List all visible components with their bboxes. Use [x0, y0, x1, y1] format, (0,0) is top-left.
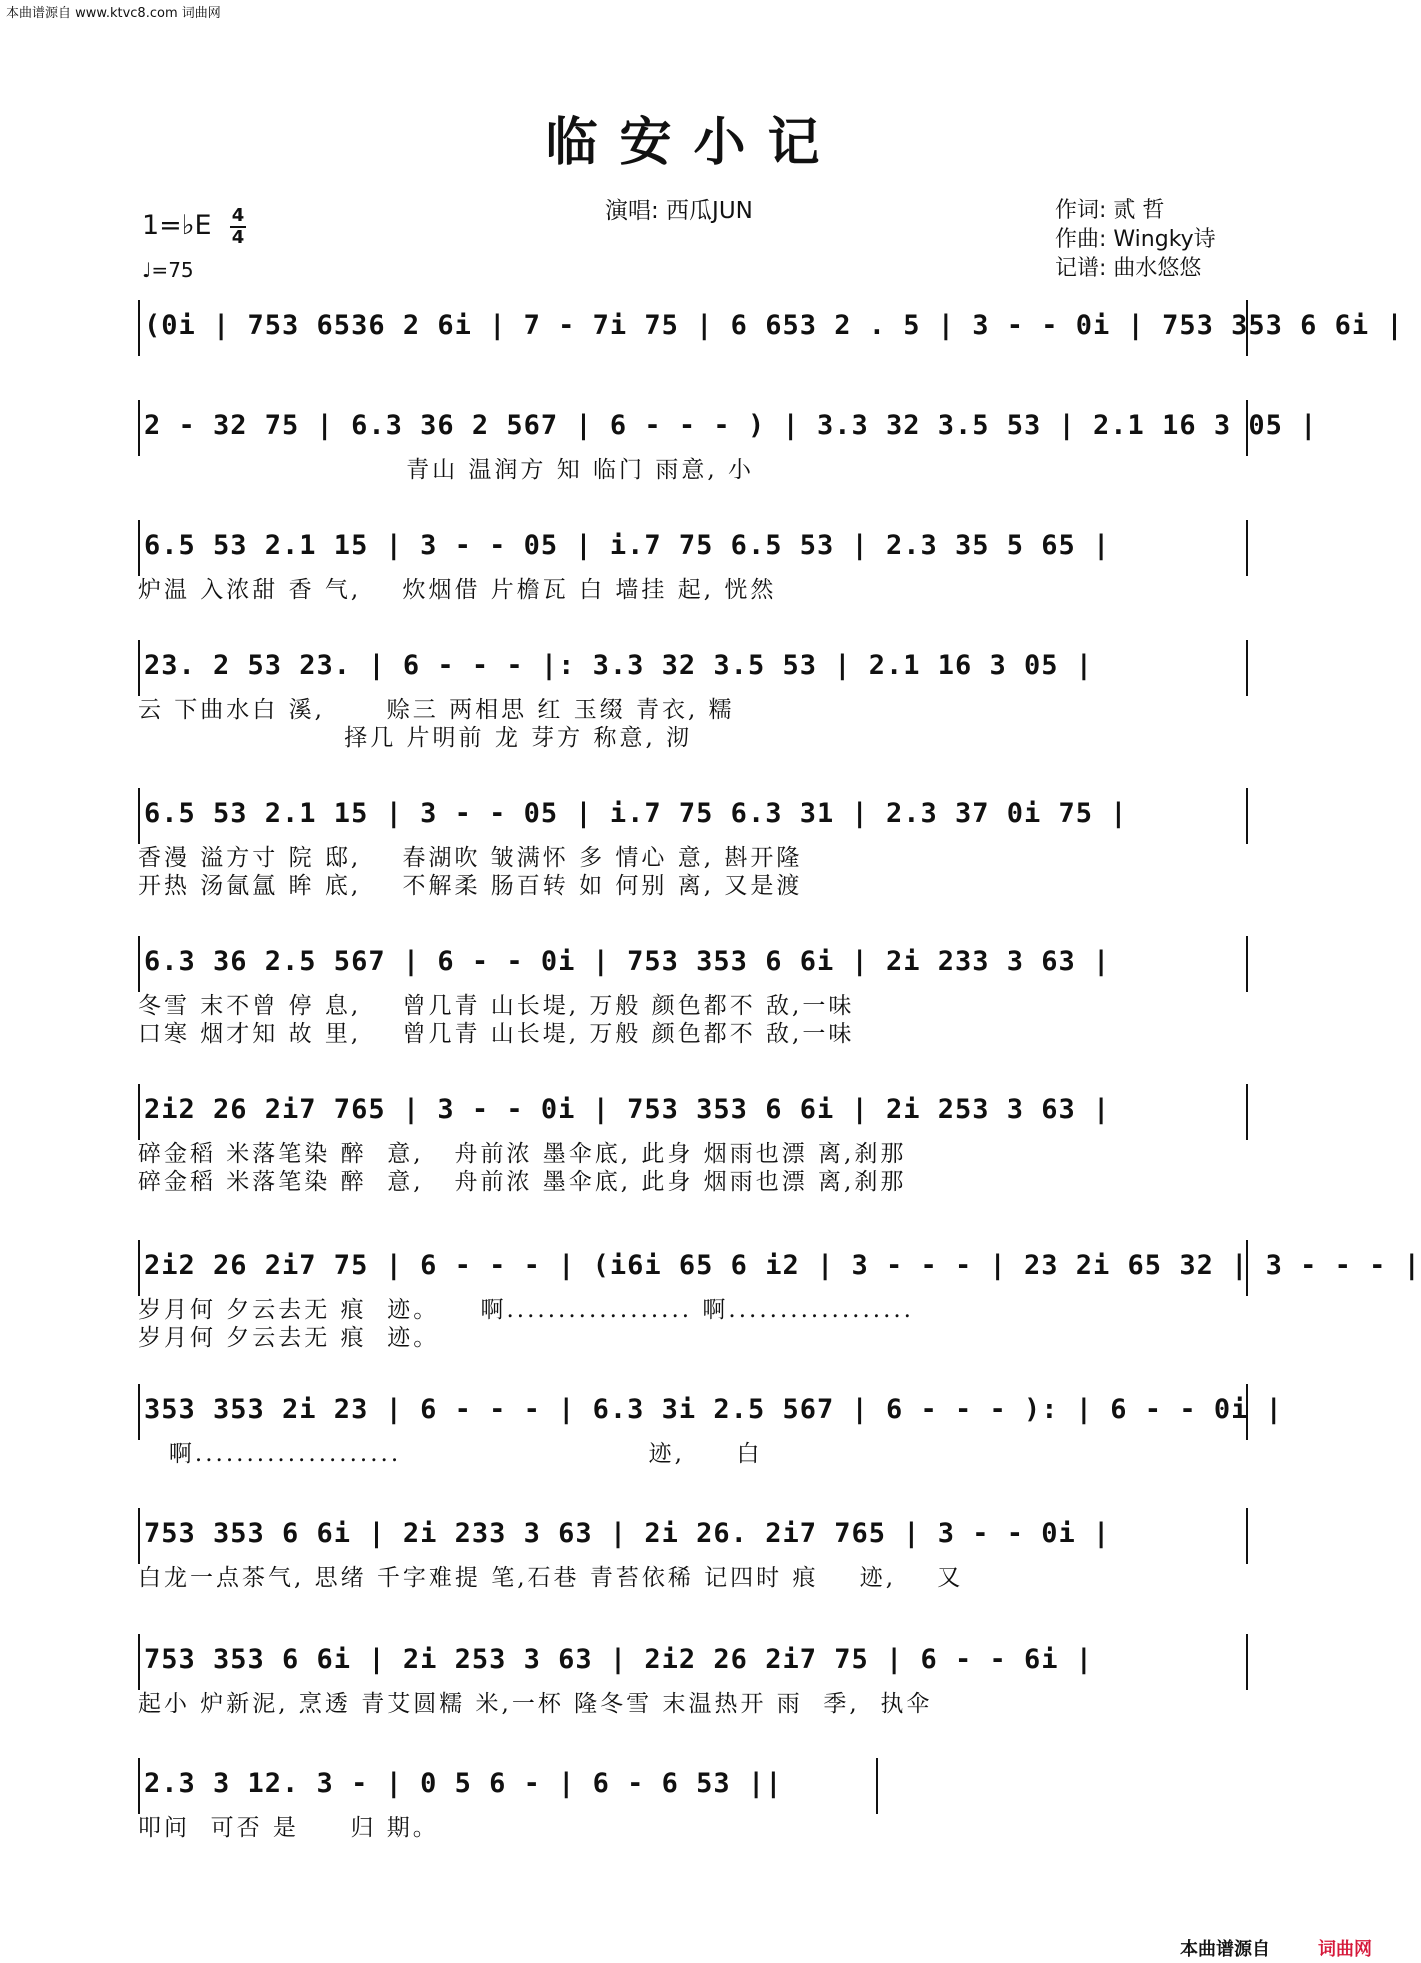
lyric-line-1: 冬雪 末不曾 停 息, 曾几青 山长堤, 万般 颜色都不 敌,一味	[138, 993, 855, 1019]
score-system-12	[138, 1758, 878, 1870]
notation-line	[138, 640, 1248, 696]
lyric-line-2	[138, 1842, 878, 1870]
notation-line	[138, 520, 1248, 576]
lyric-line-1: 叩问 可否 是 归 期。	[138, 1815, 439, 1841]
score-system-11	[138, 1634, 1248, 1746]
jianpu-notes: 6.3 36 2.5 567 | 6 - - 0i | 753 353 6 6i | 2i 233 3 63 |	[144, 946, 1111, 977]
score-system-2	[138, 400, 1318, 512]
lyric-line-1: 碎金稻 米落笔染 醉 意, 舟前浓 墨伞底, 此身 烟雨也漂 离,刹那	[138, 1141, 907, 1167]
lyric-line-1	[138, 356, 1248, 384]
jianpu-notes: (0i | 753 6536 2 6i | 7 - 7i 75 | 6 653 2 . 5 | 3 - - 0i | 753 353 6 6i |	[144, 310, 1404, 341]
score-system-4	[138, 640, 1248, 752]
notation-line	[138, 1384, 1283, 1440]
lyric-line-1: 炉温 入浓甜 香 气, 炊烟借 片檐瓦 白 墙挂 起, 恍然	[138, 577, 777, 603]
song-title: 临安小记	[545, 113, 842, 173]
lyric-line-2: 碎金稻 米落笔染 醉 意, 舟前浓 墨伞底, 此身 烟雨也漂 离,刹那	[138, 1169, 907, 1195]
notation-line	[138, 1508, 1248, 1564]
jianpu-notes: 6.5 53 2.1 15 | 3 - - 05 | i.7 75 6.5 53 | 2.3 35 5 65 |	[144, 530, 1111, 561]
lyric-line-1: 起小 炉新泥, 烹透 青艾圆糯 米,一杯 隆冬雪 末温热开 雨 季, 执伞	[138, 1691, 933, 1717]
lyric-line-2	[138, 484, 1248, 512]
score-system-5	[138, 788, 1248, 900]
score-system-8	[138, 1240, 1421, 1352]
footer-logo: 词曲网	[1318, 1939, 1372, 1960]
lyric-line-1: 岁月何 夕云去无 痕 迹。 啊.................. 啊..................	[138, 1297, 914, 1323]
jianpu-notes: 2i2 26 2i7 75 | 6 - - - | (i6i 65 6 i2 | 3 - - - | 23 2i 65 32 | 3 - - - |	[144, 1250, 1421, 1281]
lyric-line-2: 开热 汤氤氲 眸 底, 不解柔 肠百转 如 何别 离, 又是渡	[138, 873, 803, 899]
lyric-line-2	[138, 1592, 1248, 1620]
notation-line	[138, 1634, 1248, 1690]
score-system-1	[138, 300, 1404, 412]
notation-line	[138, 300, 1404, 356]
jianpu-notes: 6.5 53 2.1 15 | 3 - - 05 | i.7 75 6.3 31 | 2.3 37 0i 75 |	[144, 798, 1128, 829]
lyric-line-1: 白龙一点茶气, 思绪 千字难提 笔,石巷 青苔依稀 记四时 痕 迹, 又	[138, 1565, 964, 1591]
time-signature	[230, 206, 246, 248]
footer-source: 本曲谱源自	[1180, 1939, 1270, 1960]
transcriber-credit: 记谱: 曲水悠悠	[1055, 256, 1202, 281]
lyric-line-2: 口寒 烟才知 故 里, 曾几青 山长堤, 万般 颜色都不 敌,一味	[138, 1021, 855, 1047]
lyric-line-1: 啊.................... 迹, 白	[138, 1441, 763, 1467]
score-system-9	[138, 1384, 1283, 1496]
jianpu-notes: 2 - 32 75 | 6.3 36 2 567 | 6 - - - ) | 3.3 32 3.5 53 | 2.1 16 3 05 |	[144, 410, 1318, 441]
jianpu-notes: 353 353 2i 23 | 6 - - - | 6.3 3i 2.5 567 | 6 - - - ): | 6 - - 0i |	[144, 1394, 1283, 1425]
lyric-line-2	[138, 1468, 1248, 1496]
credits-block	[1055, 196, 1216, 283]
score-system-10	[138, 1508, 1248, 1620]
lyric-line-1: 香漫 溢方寸 院 邸, 春湖吹 皱满怀 多 情心 意, 斟开隆	[138, 845, 803, 871]
lyric-line-2: 岁月何 夕云去无 痕 迹。	[138, 1325, 440, 1351]
notation-line	[138, 400, 1318, 456]
notation-line	[138, 1758, 878, 1814]
notation-line	[138, 1084, 1248, 1140]
lyric-line-2: 择几 片明前 龙 芽方 称意, 沏	[138, 725, 693, 751]
time-signature-top: 4	[231, 205, 245, 226]
singer-credit: 演唱: 西瓜JUN	[605, 198, 753, 224]
score-system-6	[138, 936, 1248, 1048]
jianpu-notes: 753 353 6 6i | 2i 233 3 63 | 2i 26. 2i7 765 | 3 - - 0i |	[144, 1518, 1111, 1549]
jianpu-notes: 2i2 26 2i7 765 | 3 - - 0i | 753 353 6 6i | 2i 253 3 63 |	[144, 1094, 1111, 1125]
lyric-line-1: 青山 温润方 知 临门 雨意, 小	[138, 457, 754, 483]
lyric-line-2	[138, 604, 1248, 632]
jianpu-notes: 23. 2 53 23. | 6 - - - |: 3.3 32 3.5 53 | 2.1 16 3 05 |	[144, 650, 1094, 681]
site-header: 本曲谱源自 www.ktvc8.com 词曲网	[6, 6, 221, 21]
tempo-marking: ♩=75	[142, 258, 194, 282]
time-signature-bottom: 4	[231, 227, 245, 248]
jianpu-notes: 753 353 6 6i | 2i 253 3 63 | 2i2 26 2i7 75 | 6 - - 6i |	[144, 1644, 1094, 1675]
notation-line	[138, 1240, 1421, 1296]
key-signature: 1=♭E	[142, 210, 212, 241]
lyric-line-1: 云 下曲水白 溪, 赊三 两相思 红 玉缀 青衣, 糯	[138, 697, 735, 723]
lyric-line-2	[138, 1718, 1248, 1746]
lyricist-credit: 作词: 贰 哲	[1055, 198, 1165, 223]
notation-line	[138, 936, 1248, 992]
notation-line	[138, 788, 1248, 844]
score-system-3	[138, 520, 1248, 632]
jianpu-notes: 2.3 3 12. 3 - | 0 5 6 - | 6 - 6 53 ||	[144, 1768, 783, 1799]
score-system-7	[138, 1084, 1248, 1196]
composer-credit: 作曲: Wingky诗	[1055, 227, 1216, 252]
